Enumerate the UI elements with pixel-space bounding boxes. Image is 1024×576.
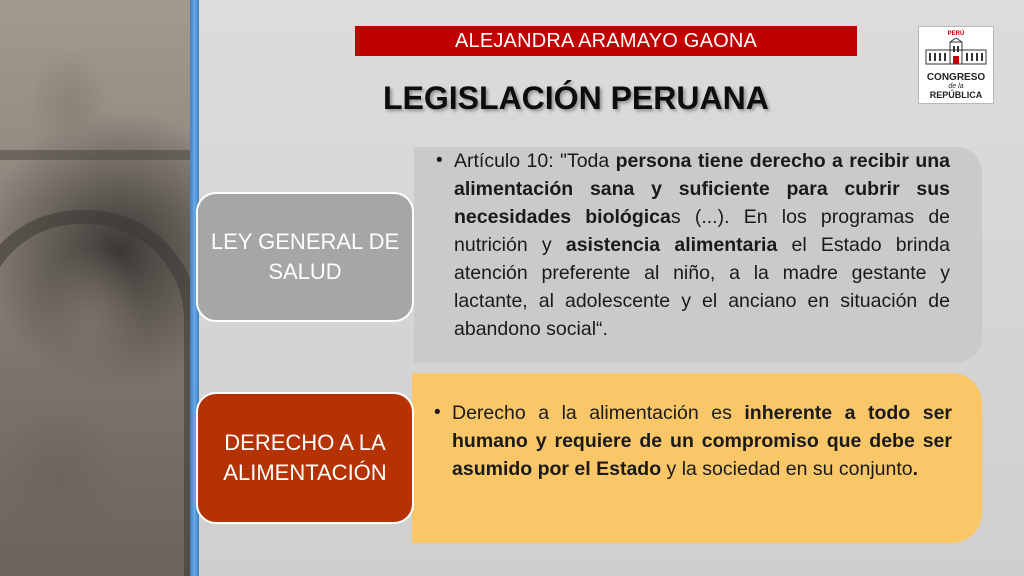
logo-line-congreso: CONGRESO — [926, 72, 986, 83]
ley-general-text — [436, 147, 951, 343]
text-emphasis: . — [912, 458, 919, 480]
text-part: el Estado brinda atención preferente al niño, a la madre gestante y lactante, al adolescente y el anciano en situación de abandono social“. — [454, 234, 950, 340]
text-part: s (...). En los programas de nutrición y — [454, 206, 951, 256]
ley-general-label — [196, 192, 414, 322]
derecho-label-line1: DERECHO A LA — [224, 430, 386, 455]
ley-general-label-line1: LEY GENERAL DE — [210, 229, 400, 254]
text-emphasis: inherente a todo ser humano y requiere de un compromiso que debe ser asumido por el Estado — [452, 402, 953, 480]
author-banner: ALEJANDRA ARAMAYO GAONA — [355, 26, 857, 56]
congress-building-icon — [924, 38, 988, 66]
ley-general-content — [414, 147, 982, 363]
logo-line-de-la: de la — [948, 83, 964, 90]
logo-country: PERÚ — [947, 31, 965, 37]
text-emphasis: asistencia alimentaria — [565, 234, 778, 256]
congreso-logo — [918, 26, 994, 104]
text-part: y la sociedad en su conjunto — [661, 458, 913, 480]
derecho-label — [196, 392, 414, 524]
page-title: LEGISLACIÓN PERUANA — [383, 80, 769, 116]
photo-arch — [0, 210, 190, 576]
derecho-label-line2: ALIMENTACIÓN — [223, 460, 387, 485]
ley-general-label-line2: SALUD — [268, 259, 342, 284]
bullet-icon: • — [436, 150, 443, 171]
text-part: Derecho a la alimentación es — [452, 402, 745, 424]
bullet-icon: • — [434, 402, 441, 423]
sculpture-photo — [0, 0, 190, 576]
text-emphasis: persona tiene derecho a recibir una alimentación sana y suficiente para cubrir sus necesidades biológica — [454, 150, 950, 228]
derecho-text — [434, 399, 953, 483]
text-part: Artículo 10: "Toda — [454, 150, 616, 172]
derecho-content — [412, 373, 982, 543]
logo-line-republica: REPÚBLICA — [929, 90, 983, 100]
photo-cornice — [0, 150, 190, 160]
